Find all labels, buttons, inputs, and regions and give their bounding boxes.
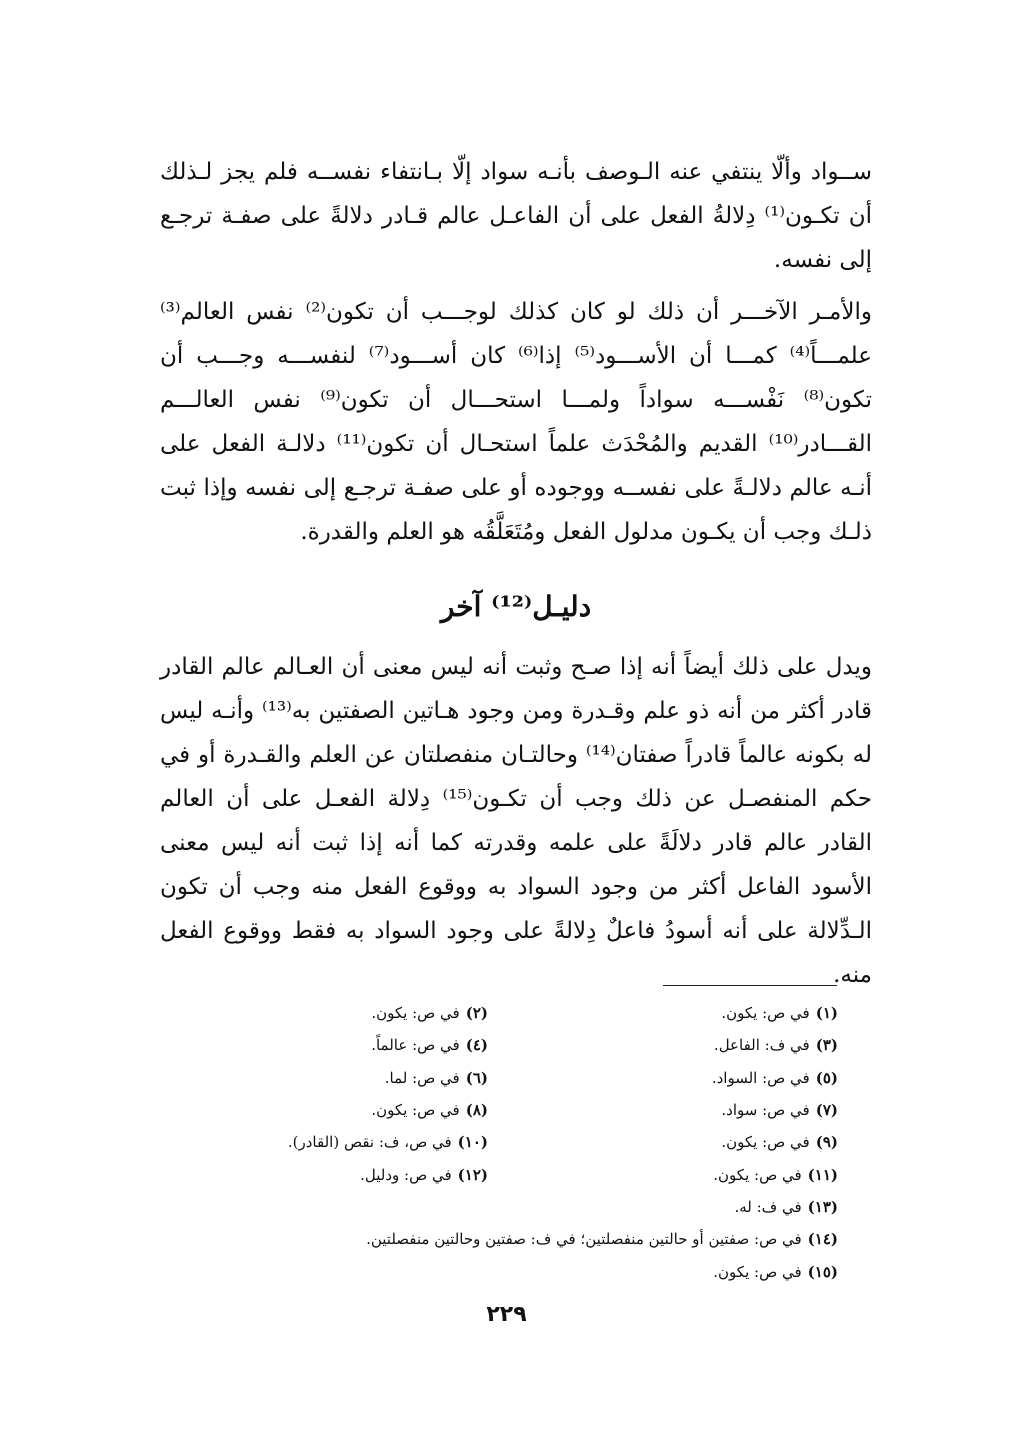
footnote-number: (١٤) <box>807 1230 838 1248</box>
footnote-text: في ص، ف: نقص (القادر). <box>287 1133 452 1151</box>
paragraph-1: ســواد وألّا ينتفي عنه الـوصف بأنـه سواد إلّا بـانتفاء نفســه فلم يجز لـذلك أن تكـون⁽¹⁾ دِلالةُ الفعل على أن الفاعـل عالم قـادر دلالةً على صفـة ترجـع إلى نفسه. <box>160 159 872 273</box>
footnote-text: في ص: ودليل. <box>360 1166 452 1184</box>
footnote-text: في ف: الفاعل. <box>713 1036 810 1054</box>
page-number: ٢٢٩ <box>486 1302 527 1327</box>
footnote-number: (٦) <box>465 1069 488 1087</box>
footnote-number: (٧) <box>815 1101 838 1119</box>
footnote-5 <box>712 1063 838 1093</box>
footnote-text: في ص: يكون. <box>713 1263 802 1281</box>
footnote-6 <box>385 1063 488 1093</box>
footnote-number: (١) <box>815 1004 838 1022</box>
footnote-text: في ص: يكون. <box>721 1133 810 1151</box>
footnote-number: (٣) <box>815 1036 838 1054</box>
footnote-number: (١١) <box>807 1166 838 1184</box>
footnote-13 <box>734 1192 838 1222</box>
footnote-11 <box>713 1160 838 1190</box>
footnote-number: (٢) <box>465 1004 488 1022</box>
footnote-1 <box>721 998 838 1028</box>
footnote-text: في ص: يكون. <box>721 1004 810 1022</box>
footnote-text: في ص: صفتين أو حالتين منفصلتين؛ في ف: صفتين وحالتين منفصلتين. <box>366 1230 802 1248</box>
footnote-2 <box>371 998 488 1028</box>
footnote-number: (٤) <box>465 1036 488 1054</box>
footnote-text: في ص: السواد. <box>711 1069 810 1087</box>
footnote-divider <box>663 985 837 986</box>
footnote-text: في ص: يكون. <box>713 1166 802 1184</box>
footnote-9 <box>721 1127 838 1157</box>
footnote-3 <box>714 1030 838 1060</box>
footnote-10 <box>288 1127 488 1157</box>
footnote-7 <box>721 1095 838 1125</box>
paragraph-3: ويدل على ذلك أيضاً أنه إذا صـح وثبت أنه ليس معنى أن العـالم عالم القادر قادر أكثر من أنه ذو علم وقـدرة ومن وجود هـاتين الصفتين به⁽¹³⁾ وأنـه ليس له بكونه عالماً قادراً صفتان⁽¹⁴⁾ وحالتـان منفصلتان عن العلم والقـدرة أو في حكم المنفصـل عن ذلك وجب أن تكـون⁽¹⁵⁾ دِلالة الفعـل على أن العالم القادر عالم قادر دلالَةً على علمه وقدرته كما أنه إذا ثبت أنه ليس معنى الأسود الفاعل أكثر من وجود السواد به ووقوع الفعل منه وجب أن تكون الـدِّلالة على أنه أسودُ فاعلٌ دِلالةً على وجود السواد به فقط ووقوع الفعل منه. <box>160 654 872 988</box>
footnote-number: (١٠) <box>457 1133 488 1151</box>
footnote-number: (١٣) <box>807 1198 838 1216</box>
footnote-4 <box>371 1030 488 1060</box>
footnote-text: في ص: عالماً. <box>371 1036 460 1054</box>
footnote-number: (٨) <box>465 1101 488 1119</box>
footnote-14 <box>366 1224 838 1254</box>
paragraph-2: والأمـر الآخـــر أن ذلك لو كان كذلك لوجـــب أن تكون⁽²⁾ نفس العالم⁽³⁾ علمـــاً⁽⁴⁾ كمـــا أن الأســـود⁽⁵⁾ إذا⁽⁶⁾ كان أســـود⁽⁷⁾ لنفســـه وجـــب أن تكون⁽⁸⁾ نَفْســـه سواداً ولمـــا استحـــال أن تكون⁽⁹⁾ نفس العالـــم القـــادر⁽¹⁰⁾ القديم والمُحْدَث علماً استحـال أن تكون⁽¹¹⁾ دلالـة الفعل على أنـه عالم دلالـةً على نفســه ووجوده أو على صفـة ترجـع إلى نفسه وإذا ثبت ذلـك وجب أن يكـون مدلول الفعل ومُتَعَلَّقُه هو العلم والقدرة. <box>160 299 872 545</box>
footnote-text: في ص: يكون. <box>371 1004 460 1022</box>
footnote-text: في ص: سواد. <box>721 1101 810 1119</box>
footnote-15 <box>713 1257 838 1287</box>
footnote-number: (١٢) <box>457 1166 488 1184</box>
footnote-number: (٥) <box>815 1069 838 1087</box>
footnote-text: في ص: لما. <box>384 1069 460 1087</box>
section-heading: دليـل⁽¹²⁾ آخر <box>440 590 592 623</box>
footnote-number: (٩) <box>815 1133 838 1151</box>
footnote-number: (١٥) <box>807 1263 838 1281</box>
footnote-text: في ص: يكون. <box>371 1101 460 1119</box>
footnote-text: في ف: له. <box>734 1198 802 1216</box>
footnote-8 <box>371 1095 488 1125</box>
footnote-12 <box>360 1160 488 1190</box>
